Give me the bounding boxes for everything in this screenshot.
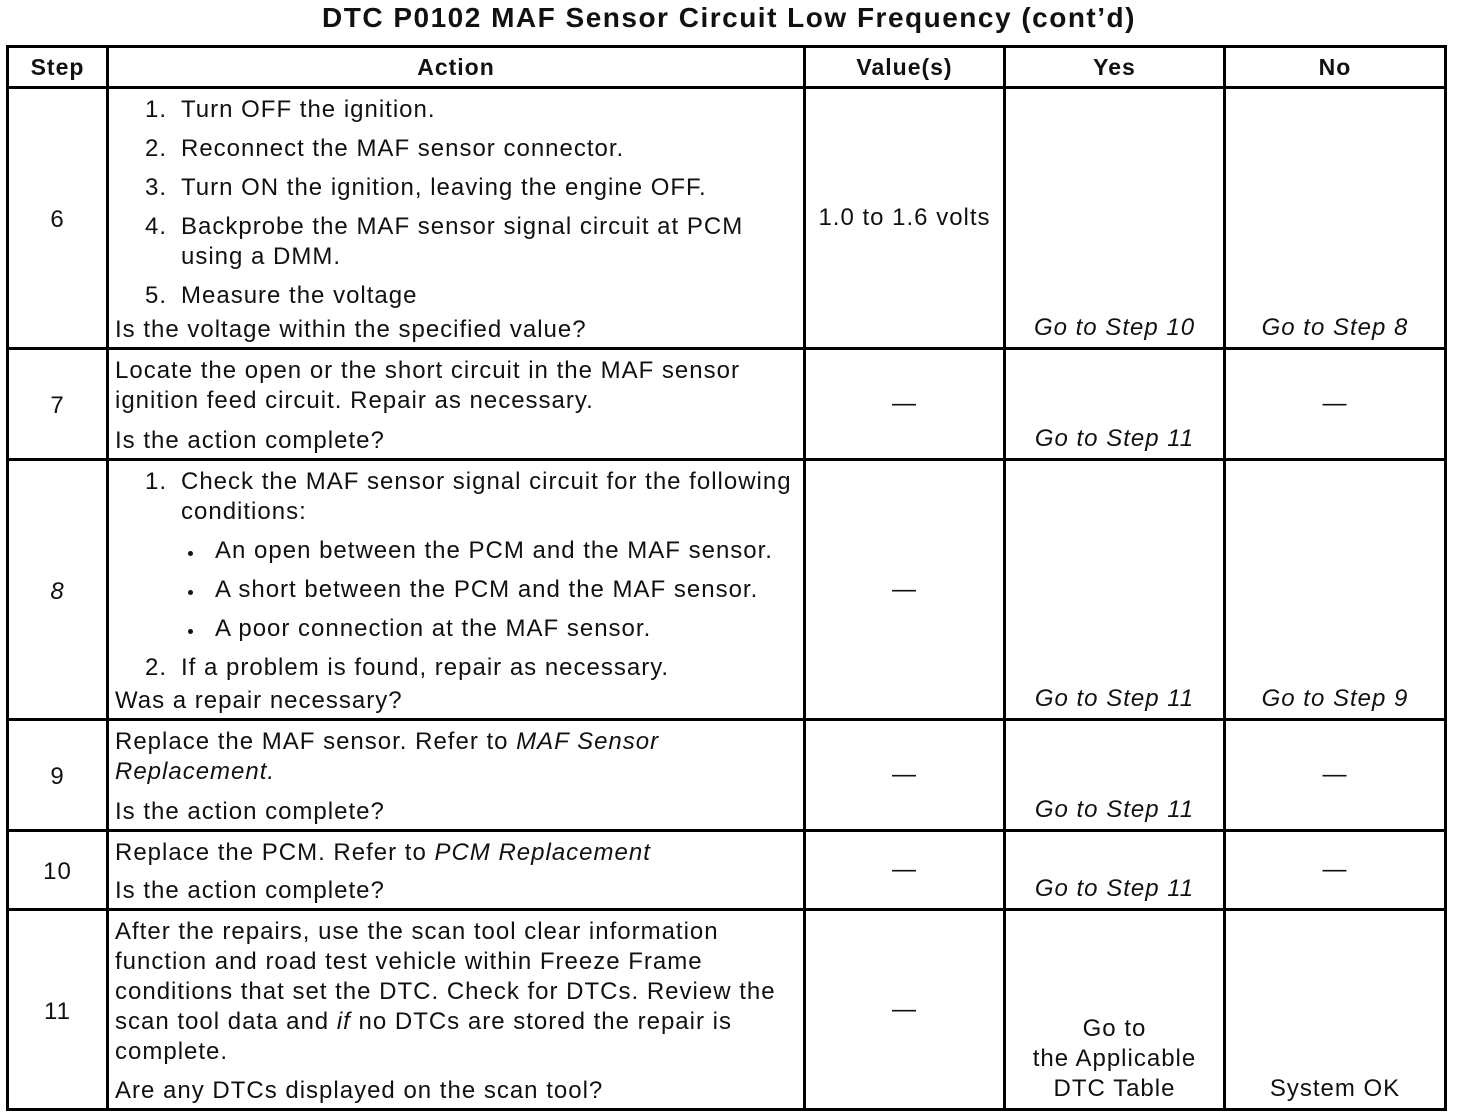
value-cell: — (806, 832, 1003, 908)
action-text (115, 917, 803, 1067)
value-cell: 1.0 to 1.6 volts (806, 89, 1003, 347)
no-result: — (1226, 350, 1444, 458)
condition-text: A poor connection at the MAF sensor. (215, 615, 652, 642)
action-step-number: 3. (144, 174, 167, 201)
action-text-main: Replace the PCM. Refer to (115, 839, 435, 866)
action-step-text: Turn ON the ignition, leaving the engine OFF. (181, 174, 707, 201)
value-cell: — (806, 350, 1003, 458)
action-step (115, 467, 803, 644)
yes-result: Go to Step 10 (1006, 89, 1223, 347)
action-step-text: Backprobe the MAF sensor signal circuit at PCM using a DMM. (181, 213, 744, 270)
header-values: Value(s) (806, 48, 1003, 86)
action-text-main: Replace the MAF sensor. Refer to (115, 728, 517, 755)
bullet-marker (188, 551, 193, 556)
condition-text: A short between the PCM and the MAF sensor. (215, 576, 759, 603)
action-steps-list (115, 467, 803, 683)
condition-bullet (181, 575, 792, 605)
action-cell (109, 350, 803, 458)
action-step-body (181, 467, 792, 644)
no-result: — (1226, 721, 1444, 829)
action-text-emphasis: if (336, 1008, 351, 1035)
action-question: Are any DTCs displayed on the scan tool? (115, 1077, 604, 1104)
step-number: 7 (9, 350, 106, 458)
action-step-number: 1. (144, 96, 167, 123)
bullet-marker (188, 629, 193, 634)
action-step-text: Reconnect the MAF sensor connector. (181, 135, 625, 162)
step-number: 9 (9, 721, 106, 829)
step-number: 8 (9, 461, 106, 718)
step-number: 10 (9, 832, 106, 908)
yes-result: Go to the Applicable DTC Table (1006, 911, 1223, 1108)
procedure-reference: MAF Sensor Replacement. (115, 728, 660, 785)
action-text (115, 727, 803, 787)
value-cell: — (806, 461, 1003, 718)
action-step (115, 281, 803, 311)
action-text-end: no DTCs are stored the repair is complete. (115, 1008, 732, 1065)
yes-result: Go to Step 11 (1006, 832, 1223, 908)
no-result: — (1226, 832, 1444, 908)
action-step (115, 212, 803, 272)
action-step (115, 134, 803, 164)
action-text: Locate the open or the short circuit in the MAF sensor ignition feed circuit. Repair as necessary. (115, 357, 740, 414)
value-cell: — (806, 911, 1003, 1108)
action-step-text: If a problem is found, repair as necessary. (181, 654, 670, 681)
no-result: System OK (1226, 911, 1444, 1108)
action-question: Is the action complete? (115, 798, 385, 825)
bullet-marker (188, 590, 193, 595)
action-step-text: Check the MAF sensor signal circuit for the following conditions: (181, 468, 792, 525)
condition-bullet (181, 614, 792, 644)
page-title: DTC P0102 MAF Sensor Circuit Low Frequency (cont’d) (322, 2, 1136, 33)
action-step-number: 1. (144, 468, 167, 495)
action-cell (109, 832, 803, 908)
yes-result: Go to Step 11 (1006, 461, 1223, 718)
action-step-number: 4. (144, 213, 167, 240)
action-question: Is the action complete? (115, 877, 385, 904)
action-step (115, 173, 803, 203)
procedure-reference: PCM Replacement (434, 839, 651, 866)
condition-text: An open between the PCM and the MAF sensor. (215, 537, 773, 564)
action-steps-list (115, 95, 803, 311)
yes-result: Go to Step 11 (1006, 350, 1223, 458)
action-cell (109, 89, 803, 347)
action-text (115, 838, 803, 868)
step-number: 6 (9, 89, 106, 347)
header-yes: Yes (1006, 48, 1223, 86)
diagnostic-table (6, 45, 1447, 1111)
header-step: Step (9, 48, 106, 86)
condition-bullet (181, 536, 792, 566)
step-number: 11 (9, 911, 106, 1108)
action-step-number: 2. (144, 135, 167, 162)
no-result: Go to Step 8 (1226, 89, 1444, 347)
action-step-text: Measure the voltage (181, 282, 418, 309)
action-cell (109, 721, 803, 829)
header-action: Action (109, 48, 803, 86)
action-cell (109, 911, 803, 1108)
no-result: Go to Step 9 (1226, 461, 1444, 718)
header-no: No (1226, 48, 1444, 86)
action-question: Was a repair necessary? (115, 687, 403, 714)
action-step (115, 95, 803, 125)
value-cell: — (806, 721, 1003, 829)
action-cell (109, 461, 803, 718)
action-text-main: After the repairs, use the scan tool clear information function and road test vehicle within Freeze Frame conditions that set the DTC. Check for DTCs. Review the scan tool data and (115, 918, 776, 1035)
action-step-number: 5. (144, 282, 167, 309)
action-step (115, 653, 803, 683)
action-step-number: 2. (144, 654, 167, 681)
action-question: Is the action complete? (115, 427, 385, 454)
action-question: Is the voltage within the specified value? (115, 316, 587, 343)
action-step-text: Turn OFF the ignition. (181, 96, 436, 123)
yes-result: Go to Step 11 (1006, 721, 1223, 829)
